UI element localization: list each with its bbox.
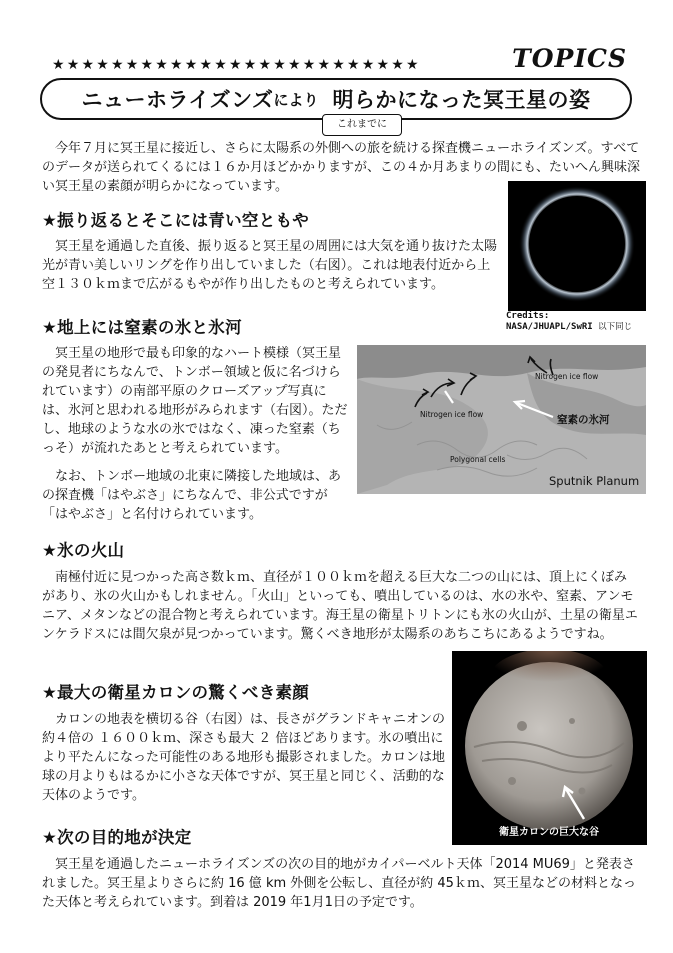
pluto-haze-ring-image [508, 181, 646, 311]
title-part-3: 明らかになった冥王星の姿 [332, 88, 591, 112]
glacier-label-flow-1: Nitrogen ice flow [535, 372, 599, 381]
credit-note: 以下同じ [598, 322, 633, 332]
charon-image [452, 651, 647, 845]
section-heading-nitrogen-glacier: ★地上には窒素の氷と氷河 [42, 318, 242, 337]
image-credit [506, 311, 666, 333]
section-body-next-target: 冥王星を通過したニューホライズンズの次の目的地がカイパーベルト天体「2014 MU69」と発表されました。冥王星よりさらに約 16 億 km 外側を公転し、直径が約 45ｋｍ、冥王星などの材料となった天体と考えられています。到着は 2019 年1月1日の予定です。 [42, 857, 636, 910]
topics-label: TOPICS [512, 44, 627, 73]
sputnik-planum-glacier-image [357, 345, 646, 494]
section-body-ice-volcano: 南極付近に見つかった高さ数ｋｍ、直径が１００ｋｍを超える巨大な二つの山には、頂上にくぼみがあり、氷の火山かもしれません。「火山」といっても、噴出しているのは、水の氷や、窒素、アンモニア、メタンなどの混合物と考えられています。海王星の衛星トリトンにも氷の火山が、土星の衛星エンケラドスには間欠泉が見つかっています。驚くべき地形が太陽系のあちこちにあるようですね。 [42, 570, 638, 642]
section-body-blue-sky: 冥王星を通過した直後、振り返ると冥王星の周囲には大気を通り抜けた太陽光が青い美しいリングを作り出していました（右図）。これは地表付近から上空１３０ｋｍまで広がるもやが作り出したものと考えられています。 [42, 239, 498, 292]
glacier-label-polygonal-cells: Polygonal cells [450, 455, 506, 464]
section-body-charon: カロンの地表を横切る谷（右図）は、長さがグランドキャニオンの約４倍の １６００ｋｍ、深さも最大 ２ 倍ほどあります。氷の噴出により平たんになった可能性のある地形も撮影されました。カロンは地球の月よりもはるかに小さな天体ですが、冥王星と同じく、活動的な天体のようです。 [42, 712, 446, 803]
section-heading-next-target: ★次の目的地が決定 [42, 828, 192, 847]
intro-paragraph: 今年７月に冥王星に接近し、さらに太陽系の外側への旅を続ける探査機ニューホライズンズ。すべてのデータが送られてくるには１６か月ほどかかりますが、この４か月あまりの間にも、たいへん興味深い冥王星の素顔が明らかになっています。 [42, 141, 641, 194]
header-star-row: ★★★★★★★★★★★★★★★★★★★★★★★★★ [52, 57, 421, 73]
section-body-hayabusa: なお、トンボー地域の北東に隣接した地域は、あの探査機「はやぶさ」にちなんで、非公式ですが「はやぶさ」と名付けられています。 [42, 469, 342, 522]
title-caret-insert: これまでに [322, 114, 402, 136]
section-heading-charon: ★最大の衛星カロンの驚くべき素顔 [42, 683, 310, 702]
charon-caption: 衛星カロンの巨大な谷 [499, 827, 599, 838]
glacier-label-sputnik-planum: Sputnik Planum [549, 474, 640, 488]
section-heading-blue-sky: ★振り返るとそこには青い空ともや [42, 211, 310, 230]
title-part-2: により [273, 90, 319, 109]
glacier-label-jp: 窒素の氷河 [557, 414, 610, 426]
title-part-1: ニューホライズンズ [81, 88, 274, 112]
credit-line-1: Credits: [506, 311, 550, 321]
section-body-nitrogen-glacier: 冥王星の地形で最も印象的なハート模様（冥王星の発見者にちなんで、トンボー領域と仮に名づけられています）の南部平原のクローズアップ写真には、氷河と思われる地形がみられます（右図）。ただし、地球のような水の氷ではなく、凍った窒素（ちっそ）が流れたあとと考えられています。 [42, 346, 348, 456]
section-heading-ice-volcano: ★氷の火山 [42, 541, 125, 560]
credit-line-2: NASA/JHUAPL/SwRI [506, 322, 593, 332]
glacier-label-flow-2: Nitrogen ice flow [420, 410, 484, 419]
